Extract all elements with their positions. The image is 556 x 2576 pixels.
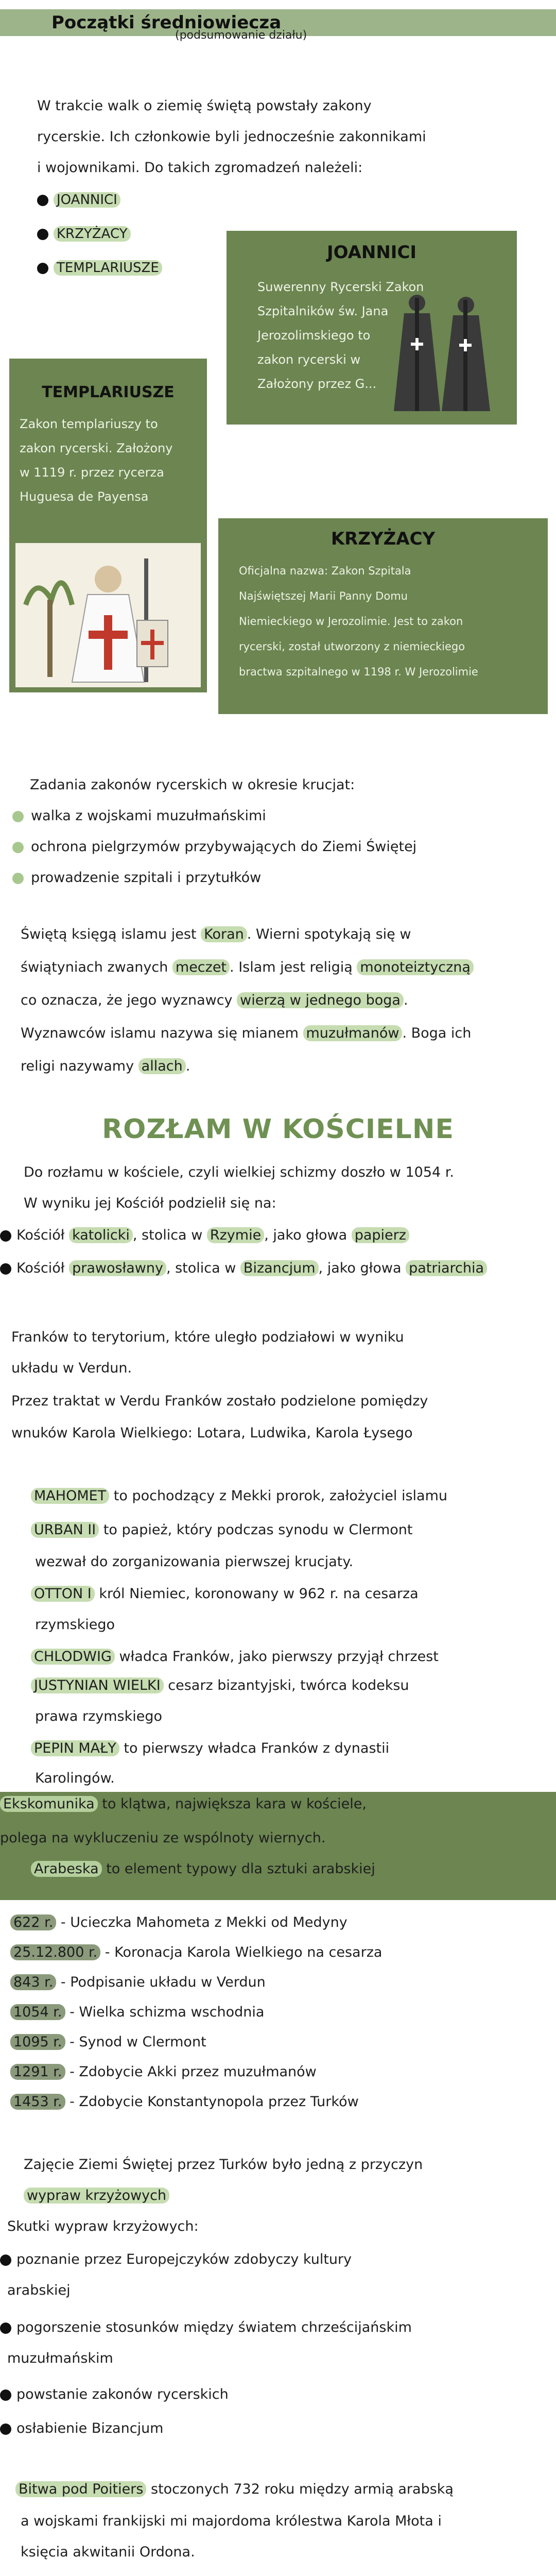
timeline-item: 1453 r. - Zdobycie Konstantynopola przez Turków (10, 2089, 359, 2115)
band-line-1: Ekskomunika to klątwa, największa kara w kościele, (0, 1791, 367, 1818)
verdun-line-2: układu w Verdun. (11, 1360, 132, 1376)
islam-line-4: Wyznawców islamu nazywa się mianem muzułmanów . Boga ich (21, 1025, 472, 1041)
bullet-icon (0, 1230, 11, 1242)
card-title: TEMPLARIUSZE (42, 383, 175, 401)
verdun-line-3: Przez traktat w Verdu Franków zostało podzielone pomiędzy (11, 1393, 428, 1409)
person-entry: PEPIN MAŁY to pierwszy władca Franków z dynastii (31, 1735, 389, 1762)
band-line-2: polega na wykluczeniu ze wspólnoty wiernych. (0, 1830, 326, 1846)
timeline-item: 622 r. - Ucieczka Mahometa z Mekki od Medyny (10, 1909, 348, 1936)
effect-item: pogorszenie stosunków między światem chrześcijańskim (0, 2314, 412, 2341)
task-item: walka z wojskami muzułmańskimi (12, 803, 266, 829)
bullet-icon (0, 2255, 11, 2266)
bullet-icon (12, 842, 24, 853)
islam-line-1: Świętą księgą islamu jest Koran . Wierni spotykają się w (21, 926, 411, 942)
timeline-item: 25.12.800 r. - Koronacja Karola Wielkiego na cesarza (10, 1939, 382, 1966)
bullet-icon (12, 811, 24, 822)
church-item-catholic: Kościół katolicki , stolica w Rzymie , jako głowa papierz (0, 1222, 409, 1249)
bullet-icon (37, 195, 48, 206)
timeline-item: 1095 r. - Synod w Clermont (10, 2029, 206, 2056)
crusades-effects-heading: Skutki wypraw krzyżowych: (7, 2218, 199, 2234)
effect-item: osłabienie Bizancjum (0, 2415, 163, 2442)
poitiers-line-1: Bitwa pod Poitiers stoczonych 732 roku między armią arabską (15, 2476, 454, 2503)
person-entry: JUSTYNIAN WIELKI cesarz bizantyjski, twórca kodeksu (31, 1672, 409, 1699)
bullet-icon (0, 2323, 11, 2334)
person-entry: CHLODWIG władca Franków, jako pierwszy przyjął chrzest (31, 1643, 439, 1670)
schism-line-1: Do rozłamu w kościele, czyli wielkiej schizmy doszło w 1054 r. (24, 1164, 454, 1180)
schism-line-2: W wyniku jej Kościół podzielił się na: (24, 1195, 276, 1211)
islam-line-2: świątyniach zwanych meczet . Islam jest religią monoteiztyczną (21, 954, 474, 981)
order-list-item: KRZYŻACY (37, 223, 131, 245)
crusades-line-1: Zajęcie Ziemi Świętej przez Turków było jedną z przyczyn (24, 2157, 423, 2173)
card-body: Suwerenny Rycerski Zakon Szpitalników św. Jana Jerozolimskiego to zakon rycerski w Założony przez G... (257, 280, 424, 391)
effect-item: poznanie przez Europejczyków zdobyczy kultury (0, 2246, 352, 2273)
poitiers-line-2: a wojskami frankijski mi majordoma królestwa Karola Młota i (21, 2513, 442, 2529)
card-body: Oficjalna nazwa: Zakon Szpitala Najświętszej Marii Panny Domu Niemieckiego w Jerozolimie. Jest to zakon rycerski, został utworzony z niemieckiego bractwa szpitalnego w 1198 r. W Jerozolimie (239, 565, 478, 678)
islam-line-5: religi nazywamy allach . (21, 1058, 190, 1074)
task-item: ochrona pielgrzymów przybywających do Ziemi Świętej (12, 834, 416, 860)
bullet-icon (0, 2389, 11, 2401)
order-list-item: TEMPLARIUSZE (37, 257, 162, 279)
person-entry-cont: prawa rzymskiego (35, 1708, 163, 1724)
card-title: JOANNICI (326, 242, 417, 263)
page-subtitle: (podsumowanie działu) (175, 29, 307, 42)
person-entry: MAHOMET to pochodzący z Mekki prorok, założyciel islamu (31, 1483, 447, 1510)
card-krzyzacy (218, 518, 548, 714)
person-entry-cont: Karolingów. (35, 1770, 115, 1786)
person-entry: OTTON I król Niemiec, koronowany w 962 r. na cesarza (31, 1581, 419, 1607)
person-entry: URBAN II to papież, który podczas synodu w Clermont (31, 1517, 412, 1544)
verdun-line-1: Franków to terytorium, które uległo podziałowi w wyniku (11, 1329, 404, 1345)
church-item-orthodox: Kościół prawosławny , stolica w Bizancjum , jako głowa patriarchia (0, 1255, 487, 1282)
verdun-line-4: wnuków Karola Wielkiego: Lotara, Ludwika, Karola Łysego (11, 1425, 413, 1441)
timeline-item: 843 r. - Podpisanie układu w Verdun (10, 1969, 266, 1996)
card-body: Zakon templariuszy to zakon rycerski. Założony w 1119 r. przez rycerza Huguesa de Payensa (20, 417, 173, 504)
clermont-line-1 (12, 2571, 453, 2576)
islam-line-3: co oznacza, że jego wyznawcy wierzą w jednego boga . (21, 992, 408, 1008)
tasks-heading: Zadania zakonów rycerskich w okresie krucjat: (30, 777, 355, 793)
order-list-item: JOANNICI (37, 189, 120, 211)
card-templariusze (9, 359, 207, 692)
poitiers-line-3: księcia akwitanii Ordona. (21, 2544, 195, 2560)
intro-line-1: W trakcie walk o ziemię świętą powstały zakony (37, 98, 372, 114)
page-title: Początki średniowiecza (51, 12, 282, 33)
crusades-line-2: wypraw krzyżowych (24, 2182, 169, 2209)
person-entry-cont: rzymskiego (35, 1617, 115, 1633)
card-title: KRZYŻACY (331, 529, 436, 549)
effect-item-cont: muzułmańskim (7, 2350, 113, 2366)
knights-illustration (381, 287, 505, 416)
bullet-icon (0, 2424, 11, 2435)
bullet-icon (37, 229, 48, 240)
intro-line-2: rycerskie. Ich członkowie byli jednocześnie zakonnikami (37, 129, 426, 145)
bullet-icon (37, 263, 48, 274)
bullet-icon (0, 1263, 11, 1275)
task-item: prowadzenie szpitali i przytułków (12, 865, 261, 891)
effect-item-cont: arabskiej (7, 2282, 71, 2298)
templar-illustration (15, 543, 201, 687)
intro-line-3: i wojownikami. Do takich zgromadzeń należeli: (37, 160, 363, 176)
band-line-3: Arabeska to element typowy dla sztuki arabskiej (31, 1856, 375, 1883)
timeline-item: 1291 r. - Zdobycie Akki przez muzułmanów (10, 2059, 317, 2086)
effect-item: powstanie zakonów rycerskich (0, 2381, 229, 2408)
bullet-icon (12, 873, 24, 884)
card-joannici (227, 231, 517, 425)
person-entry-cont: wezwał do zorganizowania pierwszej krucjaty. (35, 1554, 354, 1570)
timeline-item: 1054 r. - Wielka schizma wschodnia (10, 1999, 264, 2026)
section-title-schism: ROZŁAM W KOŚCIELNE (102, 1114, 454, 1145)
